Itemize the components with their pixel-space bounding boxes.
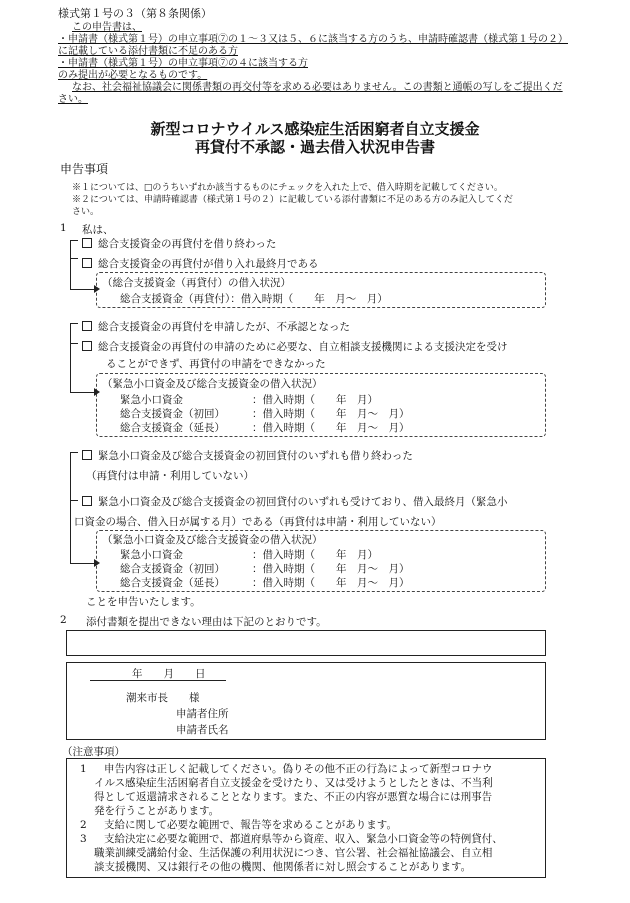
note-top: さい。 (72, 207, 100, 217)
option-label: 総合支援資金の再貸付を借り終わった (98, 238, 277, 250)
checkbox[interactable] (82, 341, 92, 351)
checkbox[interactable] (82, 258, 92, 268)
g2-r3-label: 総合支援資金（延長） (120, 422, 225, 434)
item1-lead: 私は、 (82, 224, 114, 236)
caution-num: 1 (80, 763, 87, 775)
checkbox[interactable] (82, 321, 92, 331)
g1-box-title: （総合支援資金（再貸付）の借入状況） (102, 277, 291, 289)
g3-option2[interactable] (82, 494, 508, 509)
caution-text: 申告内容は正しく記載してください。偽りその他不正の行為によって新型コロナウ (104, 763, 493, 775)
checkbox[interactable] (82, 238, 92, 248)
option-label: 緊急小口資金及び総合支援資金の初回貸付のいずれも受けており、借入最終月（緊急小 (98, 496, 508, 508)
reason-input[interactable] (66, 630, 546, 656)
g3-option1-cont: （再貸付は申請・利用していない） (86, 470, 254, 482)
applicant-address-label: 申請者住所 (176, 708, 229, 720)
g3-box-title: （緊急小口資金及び総合支援資金の借入状況） (102, 534, 323, 546)
g3-r2-label: 総合支援資金（初回） (120, 563, 225, 575)
g3-option2-cont: 口資金の場合、借入日が属する月）である（再貸付は申請・利用していない） (74, 516, 442, 528)
caution-text: 得として返還請求されることとなります。また、不正の内容が悪質な場合には刑事告 (94, 791, 493, 803)
item1-number: 1 (60, 222, 67, 234)
intro-line: のみ提出が必要となるものです。 (58, 70, 208, 81)
caution-text: イルス感染症生活困窮者自立支援金を受けたり、又は受けようとしたときは、不当利 (94, 777, 493, 789)
checkbox[interactable] (82, 450, 92, 460)
item2-number: 2 (60, 614, 67, 626)
g3-r3-value: ：借入時期（ 年 月〜 月） (252, 577, 410, 589)
g2-r2-value: ：借入時期（ 年 月〜 月） (252, 408, 410, 420)
caution-num: 3 (80, 833, 87, 845)
g2-option2[interactable] (82, 339, 508, 354)
g1-option2[interactable] (82, 256, 319, 271)
caution-text: 談支援機関、又は銀行その他の機関、他関係者に対し照会することがあります。 (94, 861, 472, 873)
g3-option1[interactable] (82, 448, 413, 463)
g3-r1-value: ：借入時期（ 年 月） (252, 549, 378, 561)
caution-num: 2 (80, 819, 87, 831)
form-number: 様式第１号の３（第８条関係） (58, 7, 212, 20)
g1-option1[interactable] (82, 236, 276, 251)
g2-r1-value: ：借入時期（ 年 月） (252, 394, 378, 406)
option-label: 総合支援資金の再貸付の申請のために必要な、自立相談支援機関による支援決定を受け (98, 341, 508, 353)
intro-line: ・申請書（様式第１号）の申立事項⑦の４に該当する方 (58, 58, 308, 69)
section-heading: 申告事項 (60, 162, 109, 176)
g2-option2-cont: ることができず、再貸付の申請をできなかった (106, 358, 326, 370)
g2-box-title: （緊急小口資金及び総合支援資金の借入状況） (102, 378, 323, 390)
note-top: ※２については、申請時確認書（様式第１号の２）に記載している添付書類に不足のある方のみ記入してくだ (72, 195, 513, 205)
arrow-icon (94, 388, 100, 396)
g3-r1-label: 緊急小口資金 (120, 549, 183, 561)
checkbox[interactable] (82, 496, 92, 506)
g2-r1-label: 緊急小口資金 (120, 394, 183, 406)
g1-box-row: 総合支援資金（再貸付）：借入時期（ 年 月〜 月） (120, 293, 388, 305)
intro-line: に記載している添付書類に不足のある方 (58, 46, 238, 57)
option-label: 緊急小口資金及び総合支援資金の初回貸付のいずれも借り終わった (98, 450, 413, 462)
intro-line: この申告書は、 (72, 22, 142, 33)
option-label: 総合支援資金の再貸付が借り入れ最終月である (98, 258, 319, 270)
arrow-icon (94, 285, 100, 293)
caution-text: 職業訓練受講給付金、生活保護の利用状況につき、官公署、社会福祉協議会、自立相 (94, 847, 493, 859)
caution-text: 支給に関して必要な範囲で、報告等を求めることがあります。 (104, 819, 397, 831)
arrow-icon (94, 559, 100, 567)
g2-r3-value: ：借入時期（ 年 月〜 月） (252, 422, 410, 434)
caution-heading: （注意事項） (62, 746, 125, 758)
intro-line: なお、社会福祉協議会に関係書類の再交付等を求める必要はありません。この書類と通帳の写しをご提出くだ (72, 82, 563, 93)
note-top: ※１については、□のうちいずれか該当するものにチェックを入れた上で、借入時期を記載してください。 (72, 183, 503, 193)
date-field[interactable]: 年 月 日 (132, 668, 206, 680)
g2-r2-label: 総合支援資金（初回） (120, 408, 225, 420)
caution-text: 発を行うことがあります。 (94, 805, 220, 817)
option-label: 総合支援資金の再貸付を申請したが、不承認となった (98, 321, 350, 333)
applicant-name-label: 申請者氏名 (176, 724, 229, 736)
caution-text: 支給決定に必要な範囲で、都道府県等から資産、収入、緊急小口資金等の特例貸付、 (104, 833, 503, 845)
intro-line: さい。 (58, 94, 88, 105)
doc-title-line1: 新型コロナウイルス感染症生活困窮者自立支援金 (150, 120, 480, 138)
doc-title-line2: 再貸付不承認・過去借入状況申告書 (194, 138, 435, 156)
g3-r3-label: 総合支援資金（延長） (120, 577, 225, 589)
item1-closing: ことを申告いたします。 (86, 596, 201, 608)
item2-text: 添付書類を提出できない理由は下記のとおりです。 (86, 616, 327, 628)
intro-line: ・申請書（様式第１号）の申立事項⑦の１〜３又は５、６に該当する方のうち、申請時確認書（様式第１号の２） (58, 34, 568, 45)
g2-option1[interactable] (82, 319, 350, 334)
mayor-addressee: 潮来市長 様 (126, 692, 200, 704)
g3-r2-value: ：借入時期（ 年 月〜 月） (252, 563, 410, 575)
